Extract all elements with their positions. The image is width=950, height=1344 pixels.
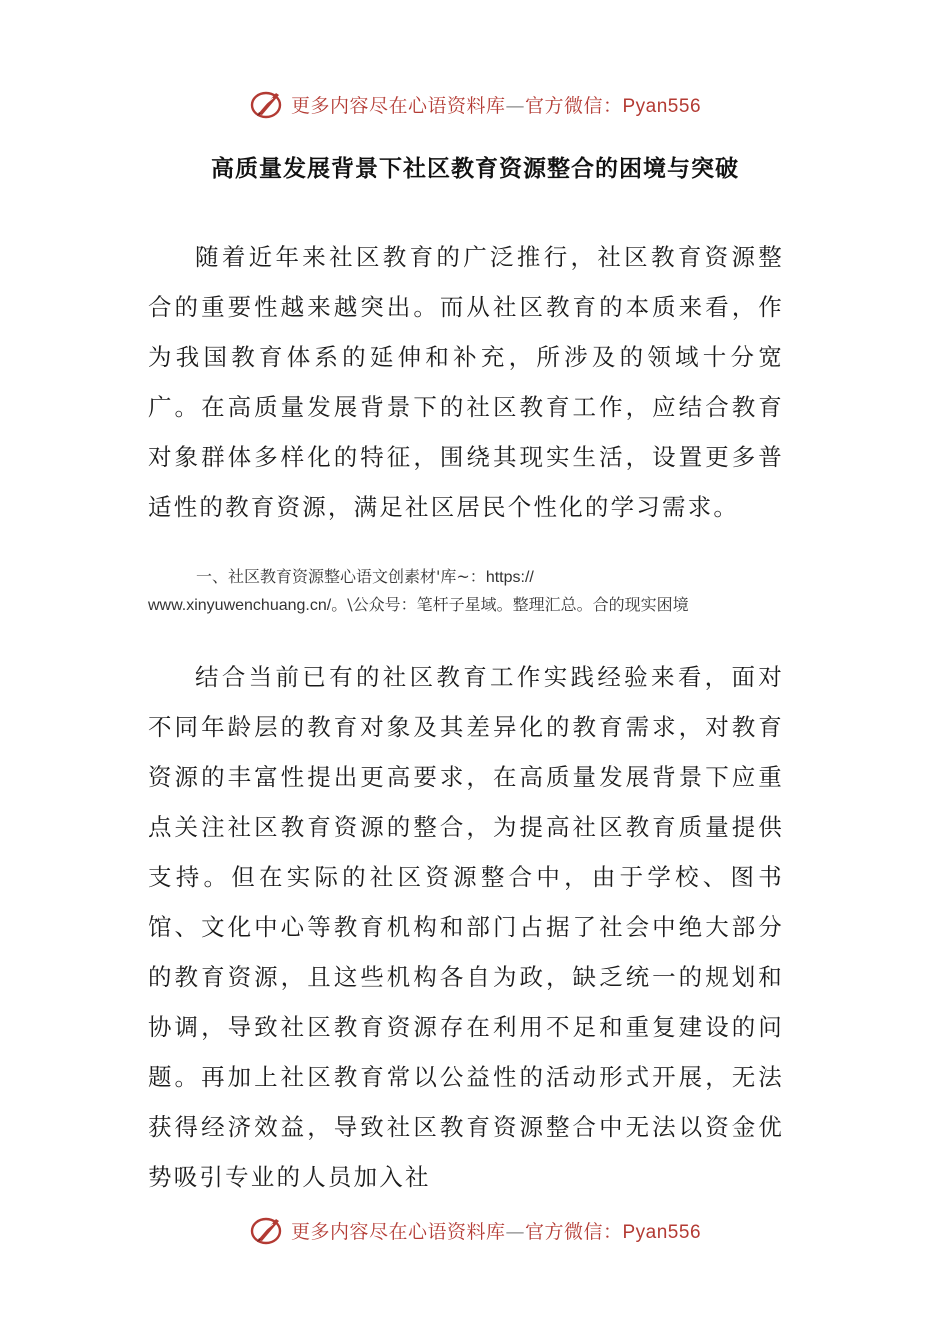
header-banner-text: 更多内容尽在心语资料库—官方微信：Pyan556 xyxy=(290,94,702,117)
footer-banner xyxy=(0,1210,950,1250)
document-title: 高质量发展背景下社区教育资源整合的困境与突破 xyxy=(211,155,739,182)
quill-pen-logo-icon xyxy=(249,1212,285,1248)
section-heading: 一、社区教育资源整心语文创素材'库~：https:// www.xinyuwenchuang.cn/。\公众号：笔杆子星域。整理汇总。合的现实困境 xyxy=(148,567,689,614)
footer-banner-text: 更多内容尽在心语资料库—官方微信：Pyan556 xyxy=(290,1220,702,1243)
body-paragraph-2: 结合当前已有的社区教育工作实践经验来看，面对不同年龄层的教育对象及其差异化的教育需求，对教育资源的丰富性提出更高要求，在高质量发展背景下应重点关注社区教育资源的整合，为提高社区教育质量提供支持。但在实际的社区资源整合中，由于学校、图书馆、文化中心等教育机构和部门占据了社会中绝大部分的教育资源，且这些机构各自为政，缺乏统一的规划和协调，导致社区教育资源存在利用不足和重复建设的问题。再加上社区教育常以公益性的活动形式开展，无法获得经济效益，导致社区教育资源整合中无法以资金优势吸引专业的人员加入社 xyxy=(148,663,784,1191)
body-paragraph-1: 随着近年来社区教育的广泛推行，社区教育资源整合的重要性越来越突出。而从社区教育的本质来看，作为我国教育体系的延伸和补充，所涉及的领域十分宽广。在高质量发展背景下的社区教育工作，应结合教育对象群体多样化的特征，围绕其现实生活，设置更多普适性的教育资源，满足社区居民个性化的学习需求。 xyxy=(148,243,784,521)
quill-pen-logo-icon xyxy=(249,86,285,122)
header-banner xyxy=(0,84,950,124)
